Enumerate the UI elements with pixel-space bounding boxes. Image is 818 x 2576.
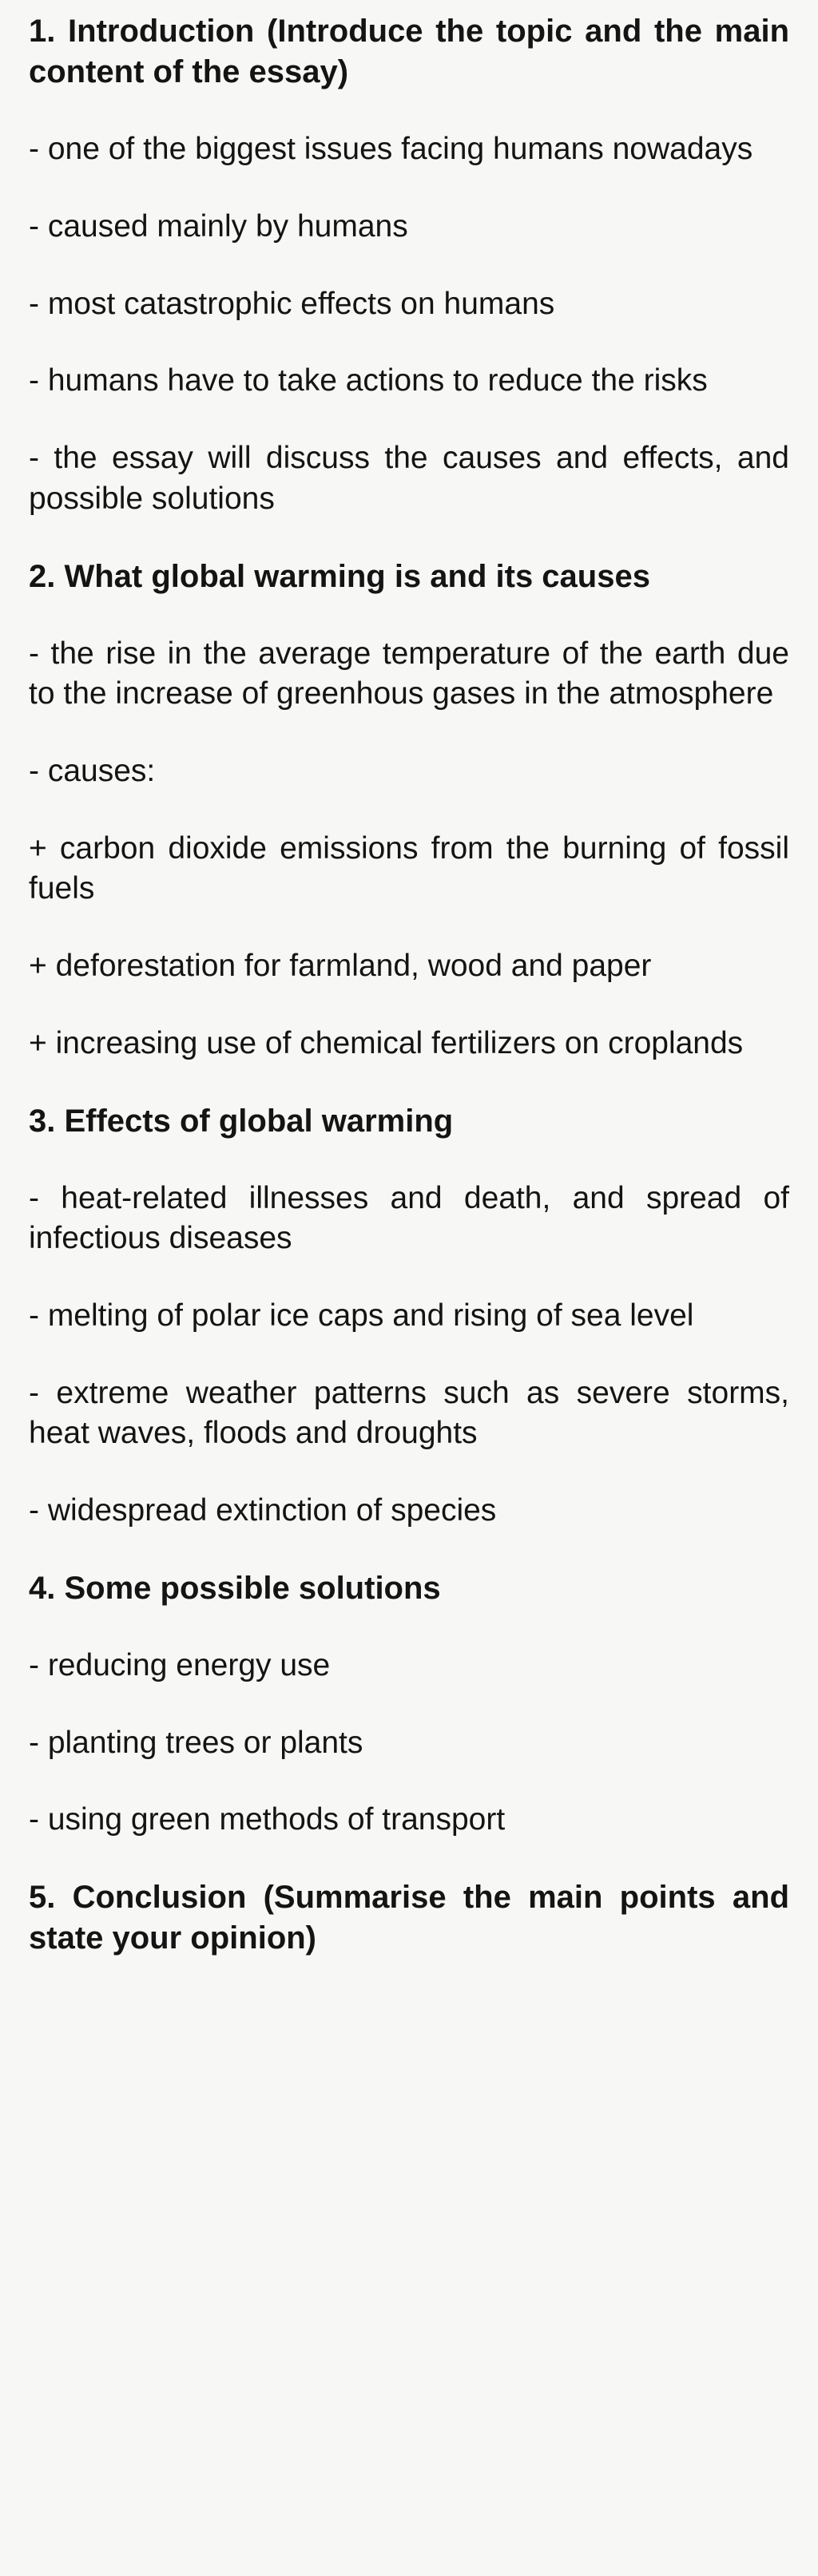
bullet-item: - caused mainly by humans <box>29 209 408 244</box>
bullet-item: - extreme weather patterns such as severe storms, heat waves, floods and droughts <box>29 1375 789 1451</box>
bullet-item: - melting of polar ice caps and rising of sea level <box>29 1298 694 1334</box>
bullet-item: - planting trees or plants <box>29 1725 363 1760</box>
bullet-item: + deforestation for farmland, wood and paper <box>29 949 652 984</box>
bullet-item: - most catastrophic effects on humans <box>29 286 555 321</box>
bullet-item: - using green methods of transport <box>29 1802 506 1837</box>
bullet-item: + carbon dioxide emissions from the burning of fossil fuels <box>29 830 789 906</box>
bullet-item: + increasing use of chemical fertilizers on croplands <box>29 1025 744 1060</box>
section-heading: 1. Introduction (Introduce the topic and the main content of the essay) <box>29 14 789 90</box>
bullet-item: - humans have to take actions to reduce the risks <box>29 363 708 398</box>
section-heading: 2. What global warming is and its causes <box>29 558 650 594</box>
section-heading: 4. Some possible solutions <box>29 1570 441 1606</box>
bullet-item: - causes: <box>29 754 156 789</box>
bullet-item: - reducing energy use <box>29 1648 331 1682</box>
section-heading: 5. Conclusion (Summarise the main points and state your opinion) <box>29 1880 789 1956</box>
section-heading: 3. Effects of global warming <box>29 1103 454 1139</box>
bullet-item: - heat-related illnesses and death, and spread of infectious diseases <box>29 1180 789 1256</box>
bullet-item: - widespread extinction of species <box>29 1493 497 1528</box>
bullet-item: - one of the biggest issues facing humans nowadays <box>29 132 753 167</box>
document-body <box>29 11 789 1959</box>
bullet-item: - the essay will discuss the causes and effects, and possible solutions <box>29 441 789 516</box>
bullet-item: - the rise in the average temperature of the earth due to the increase of greenhous gases in the atmosphere <box>29 636 789 711</box>
